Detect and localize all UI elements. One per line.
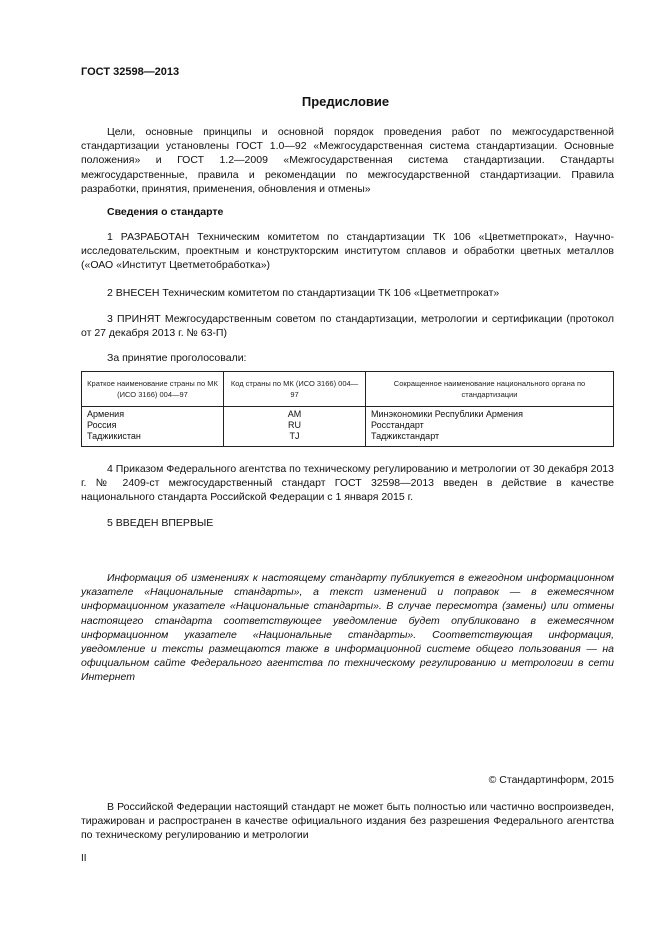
item-3-paragraph <box>81 312 614 340</box>
table-row <box>82 407 614 447</box>
item-1-text: 1 РАЗРАБОТАН Техническим комитетом по стандартизации ТК 106 «Цветметпрокат», Научно-исследовательским, проектным и конструкторским институтом сплавов и обработки цветных металлов («ОАО «Институт Цветметобработка») <box>81 231 614 272</box>
table-header-country: Краткое наименование страны по МК (ИСО 3166) 004—97 <box>82 372 224 407</box>
info-heading: Сведения о стандарте <box>107 206 224 218</box>
rights-text: В Российской Федерации настоящий стандарт не может быть полностью или частично воспроизведен, тиражирован и распространен в качестве официального издания без разрешения Федерального агентства по техническому регулированию и метрологии <box>81 801 614 842</box>
table-header-body: Сокращенное наименование национального органа по стандартизации <box>366 372 614 407</box>
table-cell-codes: AM RU TJ <box>224 407 366 447</box>
table-header-row <box>82 372 614 407</box>
item-2-paragraph <box>81 286 614 300</box>
item-5-text: 5 ВВЕДЕН ВПЕРВЫЕ <box>107 517 214 529</box>
item-4-paragraph <box>81 462 614 505</box>
page-number: II <box>81 853 87 864</box>
item-4-text: 4 Приказом Федерального агентства по техническому регулированию и метрологии от 30 декабря 2013 г. № 2409-ст межгосударственный стандарт ГОСТ 32598—2013 введен в действие в качестве национального стандарта Российской Федерации с 1 января 2015 г. <box>81 463 614 504</box>
notice-paragraph <box>81 571 614 685</box>
page-title: Предисловие <box>301 94 390 109</box>
item-3-text: 3 ПРИНЯТ Межгосударственным советом по стандартизации, метрологии и сертификации (протокол от 27 декабря 2013 г. № 63-П) <box>81 313 614 340</box>
item-1-paragraph <box>81 230 614 273</box>
notice-text: Информация об изменениях к настоящему стандарту публикуется в ежегодном информационном указателе «Национальные стандарты», а текст изменений и поправок — в ежемесячном информационном указателе «Национальные стандарты». В случае пересмотра (замены) или отмены настоящего стандарта соответствующее уведомление будет опубликовано в ежемесячном информационном указателе «Национальные стандарты». Соответствующая информация, уведомление и тексты размещаются также в информационной системе общего пользования — на официальном сайте Федерального агентства по техническому регулированию и метрологии в сети Интернет <box>81 572 614 684</box>
copyright: © Стандартинформ, 2015 <box>488 774 614 786</box>
intro-text: Цели, основные принципы и основной порядок проведения работ по межгосударственной стандартизации установлены ГОСТ 1.0—92 «Межгосударственная система стандартизации. Основные положения» и ГОСТ 1.2—2009 «Межгосударственная система стандартизации. Стандарты межгосударственные, правила и рекомендации по межгосударственной стандартизации. Правила разработки, принятия, применения, обновления и отмены» <box>81 126 614 195</box>
vote-label: За принятие проголосовали: <box>107 352 247 364</box>
intro-paragraph <box>81 125 614 196</box>
document-header: ГОСТ 32598—2013 <box>81 66 180 78</box>
table-header-code: Код страны по МК (ИСО 3166) 004—97 <box>224 372 366 407</box>
rights-paragraph <box>81 800 614 843</box>
item-2-text: 2 ВНЕСЕН Техническим комитетом по стандартизации ТК 106 «Цветметпрокат» <box>107 287 500 299</box>
table-cell-bodies: Минэкономики Республики Армения Росстандарт Таджикстандарт <box>366 407 614 447</box>
table-cell-countries: Армения Россия Таджикистан <box>82 407 224 447</box>
voting-table <box>81 371 614 447</box>
